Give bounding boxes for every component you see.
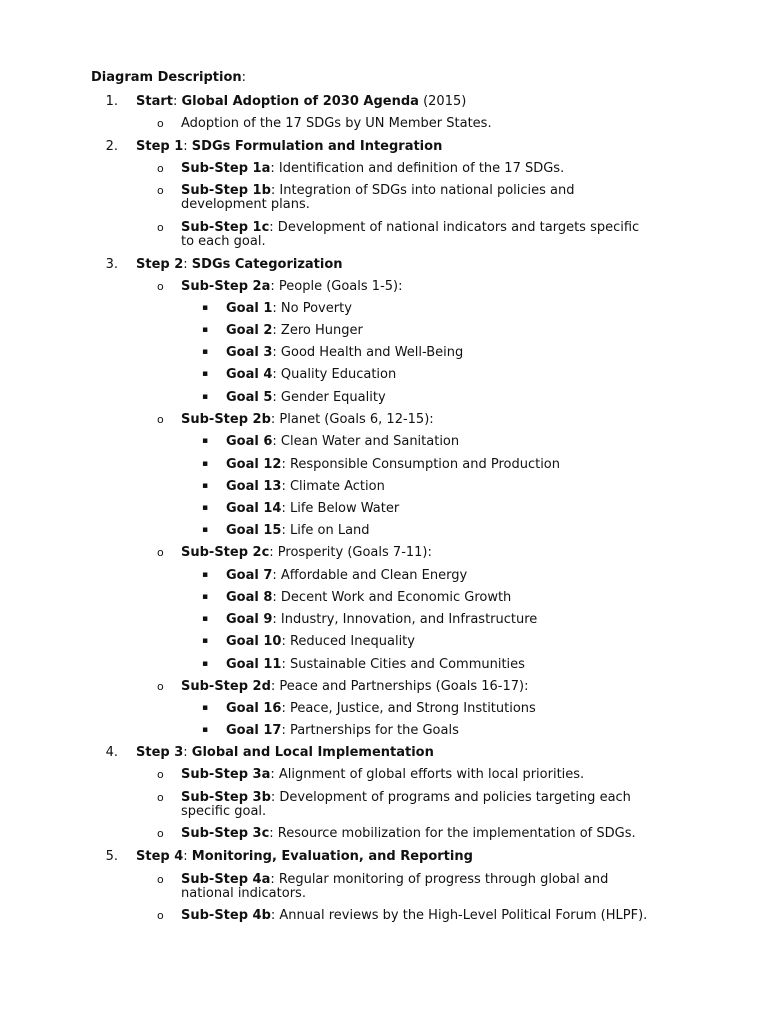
square-bullet-icon: ▪ — [202, 325, 209, 335]
goal-item — [226, 657, 525, 672]
goal-text: : Climate Action — [281, 479, 385, 494]
step-label: Step 2 — [136, 257, 184, 272]
step-title: Global and Local Implementation — [191, 745, 434, 760]
goal-label: Goal 11 — [226, 657, 282, 672]
substep-text-continued: to each goal. — [181, 234, 266, 249]
goal-text: : Life on Land — [281, 523, 370, 538]
goal-text: : Peace, Justice, and Strong Institutions — [281, 701, 536, 716]
step-title: SDGs Formulation and Integration — [191, 139, 443, 154]
goal-item — [226, 501, 399, 516]
step-label: Step 3 — [136, 745, 184, 760]
goal-text: : Clean Water and Sanitation — [272, 434, 460, 449]
step-label: Step 4 — [136, 849, 184, 864]
goal-text: : Industry, Innovation, and Infrastructure — [272, 612, 538, 627]
circle-bullet-icon: o — [157, 791, 164, 804]
goal-item — [226, 523, 370, 538]
substep-item — [181, 161, 564, 176]
substep-label: Sub-Step 1a — [181, 161, 271, 176]
goal-item — [226, 723, 459, 738]
separator: : — [183, 849, 192, 864]
goal-text: : Sustainable Cities and Communities — [281, 657, 525, 672]
step-item — [136, 139, 442, 154]
step-item — [136, 745, 434, 760]
separator: : — [183, 257, 192, 272]
circle-bullet-icon: o — [157, 184, 164, 197]
substep-label: Sub-Step 3b — [181, 790, 271, 805]
goal-item — [226, 367, 396, 382]
step-title: SDGs Categorization — [191, 257, 343, 272]
goal-label: Goal 1 — [226, 301, 273, 316]
square-bullet-icon: ▪ — [202, 392, 209, 402]
square-bullet-icon: ▪ — [202, 481, 209, 491]
substep-text-continued: national indicators. — [181, 886, 306, 901]
goal-text: : Partnerships for the Goals — [281, 723, 459, 738]
step-item — [136, 849, 473, 864]
step-number: 3. — [105, 257, 118, 272]
circle-bullet-icon: o — [157, 873, 164, 886]
goal-label: Goal 12 — [226, 457, 282, 472]
circle-bullet-icon: o — [157, 909, 164, 922]
square-bullet-icon: ▪ — [202, 459, 209, 469]
goal-label: Goal 7 — [226, 568, 273, 583]
circle-bullet-icon: o — [157, 768, 164, 781]
substep-label: Sub-Step 3a — [181, 767, 271, 782]
goal-label: Goal 14 — [226, 501, 282, 516]
square-bullet-icon: ▪ — [202, 725, 209, 735]
circle-bullet-icon: o — [157, 827, 164, 840]
circle-bullet-icon: o — [157, 546, 164, 559]
goal-label: Goal 5 — [226, 390, 273, 405]
goal-label: Goal 13 — [226, 479, 282, 494]
substep-text-continued: specific goal. — [181, 804, 267, 819]
goal-text: : Affordable and Clean Energy — [272, 568, 468, 583]
goal-item — [226, 457, 560, 472]
substep-text: : Resource mobilization for the implementation of SDGs. — [269, 826, 636, 841]
goal-label: Goal 10 — [226, 634, 282, 649]
substep-item — [181, 545, 432, 560]
goal-label: Goal 17 — [226, 723, 282, 738]
step-title: Global Adoption of 2030 Agenda — [181, 94, 419, 109]
square-bullet-icon: ▪ — [202, 703, 209, 713]
goal-item — [226, 634, 415, 649]
substep-label: Sub-Step 2b — [181, 412, 271, 427]
goal-label: Goal 15 — [226, 523, 282, 538]
substep-item — [181, 183, 575, 198]
separator: : — [172, 94, 182, 109]
square-bullet-icon: ▪ — [202, 659, 209, 669]
substep-text: : Regular monitoring of progress through global and — [270, 872, 609, 887]
goal-item — [226, 590, 511, 605]
goal-label: Goal 4 — [226, 367, 273, 382]
square-bullet-icon: ▪ — [202, 636, 209, 646]
goal-item — [226, 568, 467, 583]
step-title: Monitoring, Evaluation, and Reporting — [191, 849, 473, 864]
substep-text: : Integration of SDGs into national policies and — [270, 183, 575, 198]
substep-text: : Planet (Goals 6, 12-15): — [270, 412, 434, 427]
step-number: 2. — [105, 139, 118, 154]
square-bullet-icon: ▪ — [202, 525, 209, 535]
substep-text: Adoption of the 17 SDGs by UN Member States. — [181, 116, 492, 131]
circle-bullet-icon: o — [157, 413, 164, 426]
square-bullet-icon: ▪ — [202, 303, 209, 313]
substep-label: Sub-Step 2a — [181, 279, 271, 294]
substep-item — [181, 826, 636, 841]
step-number: 1. — [105, 94, 118, 109]
substep-label: Sub-Step 3c — [181, 826, 270, 841]
step-item — [136, 94, 466, 109]
substep-text: : People (Goals 1-5): — [270, 279, 403, 294]
square-bullet-icon: ▪ — [202, 503, 209, 513]
substep-text: : Identification and definition of the 17 SDGs. — [270, 161, 565, 176]
goal-item — [226, 323, 363, 338]
goal-text: : Life Below Water — [281, 501, 400, 516]
goal-label: Goal 9 — [226, 612, 273, 627]
goal-item — [226, 434, 459, 449]
substep-label: Sub-Step 2d — [181, 679, 271, 694]
square-bullet-icon: ▪ — [202, 347, 209, 357]
substep-item — [181, 116, 492, 131]
substep-label: Sub-Step 4a — [181, 872, 271, 887]
square-bullet-icon: ▪ — [202, 436, 209, 446]
substep-label: Sub-Step 2c — [181, 545, 270, 560]
square-bullet-icon: ▪ — [202, 592, 209, 602]
goal-item — [226, 345, 463, 360]
circle-bullet-icon: o — [157, 221, 164, 234]
goal-label: Goal 2 — [226, 323, 273, 338]
substep-text-continued: development plans. — [181, 197, 310, 212]
step-suffix: (2015) — [418, 94, 467, 109]
goal-text: : Responsible Consumption and Production — [281, 457, 560, 472]
step-label: Step 1 — [136, 139, 184, 154]
circle-bullet-icon: o — [157, 117, 164, 130]
step-number: 5. — [105, 849, 118, 864]
goal-text: : Quality Education — [272, 367, 397, 382]
step-item — [136, 257, 343, 272]
square-bullet-icon: ▪ — [202, 614, 209, 624]
substep-label: Sub-Step 4b — [181, 908, 271, 923]
step-label: Start — [136, 94, 173, 109]
goal-text: : Reduced Inequality — [281, 634, 415, 649]
diagram-description-heading: Diagram Description: — [91, 70, 247, 85]
goal-text: : Decent Work and Economic Growth — [272, 590, 512, 605]
substep-item — [181, 767, 584, 782]
circle-bullet-icon: o — [157, 280, 164, 293]
goal-label: Goal 8 — [226, 590, 273, 605]
goal-item — [226, 301, 352, 316]
substep-label: Sub-Step 1c — [181, 220, 270, 235]
goal-label: Goal 6 — [226, 434, 273, 449]
substep-item — [181, 679, 528, 694]
goal-label: Goal 3 — [226, 345, 273, 360]
substep-item — [181, 412, 434, 427]
substep-text: : Development of programs and policies targeting each — [270, 790, 631, 805]
square-bullet-icon: ▪ — [202, 369, 209, 379]
goal-text: : Zero Hunger — [272, 323, 363, 338]
substep-text: : Development of national indicators and targets specific — [269, 220, 640, 235]
substep-item — [181, 872, 608, 887]
goal-label: Goal 16 — [226, 701, 282, 716]
circle-bullet-icon: o — [157, 162, 164, 175]
substep-label: Sub-Step 1b — [181, 183, 271, 198]
separator: : — [183, 745, 192, 760]
goal-text: : No Poverty — [272, 301, 352, 316]
goal-item — [226, 701, 536, 716]
goal-item — [226, 479, 385, 494]
separator: : — [183, 139, 192, 154]
substep-item — [181, 790, 631, 805]
substep-item — [181, 220, 639, 235]
square-bullet-icon: ▪ — [202, 570, 209, 580]
substep-text: : Annual reviews by the High-Level Political Forum (HLPF). — [270, 908, 648, 923]
goal-text: : Good Health and Well-Being — [272, 345, 464, 360]
substep-item — [181, 279, 402, 294]
substep-text: : Prosperity (Goals 7-11): — [269, 545, 432, 560]
substep-item — [181, 908, 647, 923]
goal-item — [226, 612, 537, 627]
substep-text: : Peace and Partnerships (Goals 16-17): — [270, 679, 529, 694]
substep-text: : Alignment of global efforts with local priorities. — [270, 767, 585, 782]
circle-bullet-icon: o — [157, 680, 164, 693]
goal-text: : Gender Equality — [272, 390, 386, 405]
goal-item — [226, 390, 386, 405]
step-number: 4. — [105, 745, 118, 760]
